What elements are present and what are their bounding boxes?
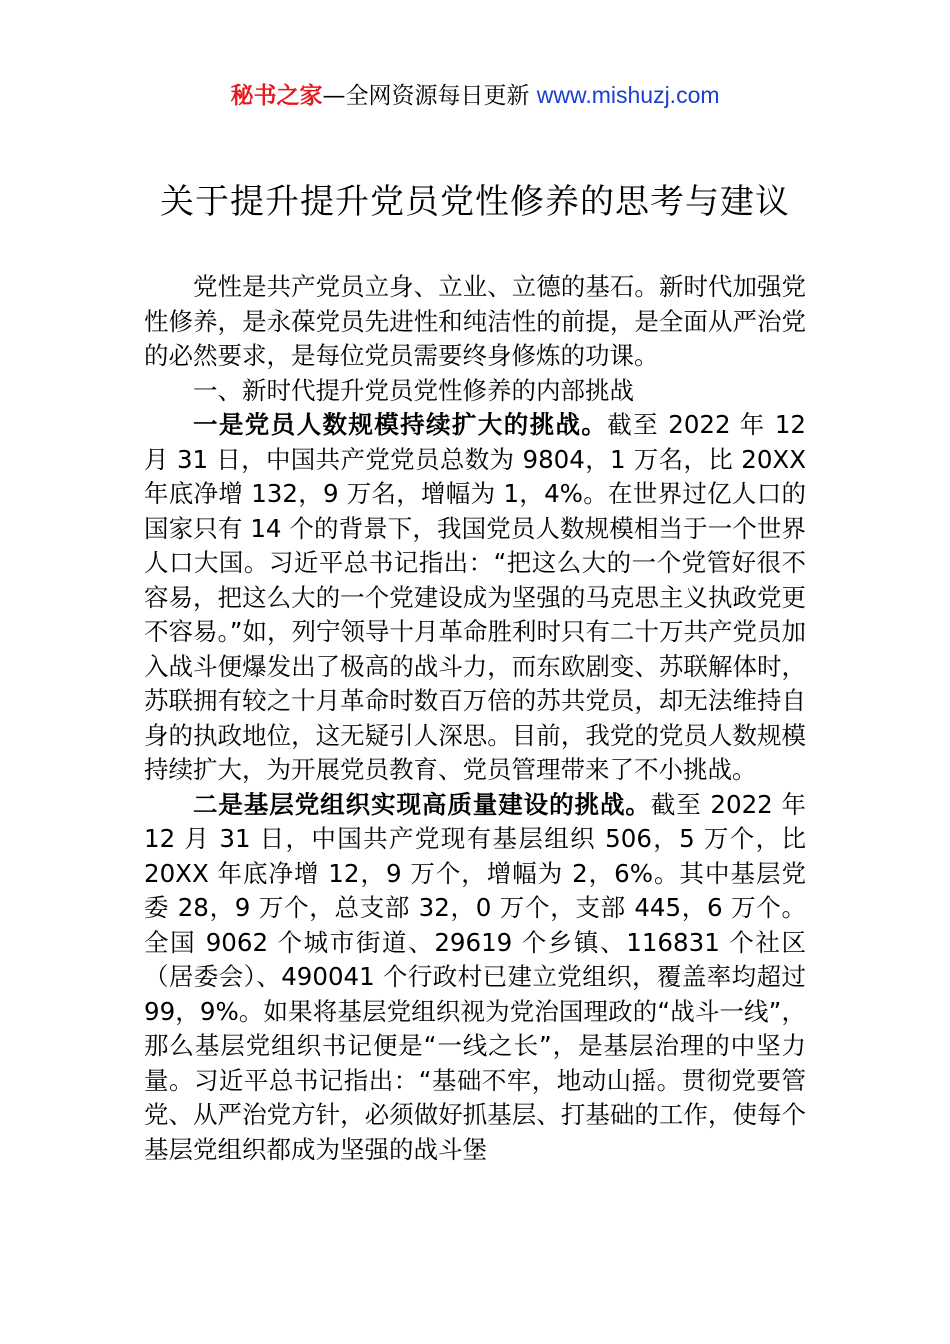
paragraph-1-text: 截至 2022 年 12 月 31 日，中国共产党党员总数为 9804，1 万名，比 20XX 年底净增 132，9 万名，增幅为 1，4%。在世界过亿人口的国家只有 14 个的背景下，我国党员人数规模相当于一个世界人口大国。习近平总书记指出：“把这么大的一个党管好很不容易，把这么大的一个党建设成为坚强的马克思主义执政党更不容易。”如，列宁领导十月革命胜利时只有二十万共产党员加入战斗便爆发出了极高的战斗力，而东欧剧变、苏联解体时，苏联拥有较之十月革命时数百万倍的苏共党员，却无法维持自身的执政地位，这无疑引人深思。目前，我党的党员人数规模持续扩大，为开展党员教育、党员管理带来了不小挑战。 — [144, 410, 807, 784]
document-title: 关于提升提升党员党性修养的思考与建议 — [160, 182, 790, 222]
paragraph-2-text: 截至 2022 年 12 月 31 日，中国共产党现有基层组织 506，5 万个，比 20XX 年底净增 12，9 万个，增幅为 2，6%。其中基层党委 28，9 万个，总支部 32，0 万个，支部 445，6 万个。全国 9062 个城市街道、29619 个乡镇、116831 个社区（居委会）、490041 个行政村已建立党组织，覆盖率均超过 99，9%。如果将基层党组织视为党治国理政的“战斗一线”，那么基层党组织书记便是“一线之长”，是基层治理的中坚力量。习近平总书记指出：“基础不牢，地动山摇。贯彻党要管党、从严治党方针，必须做好抓基层、打基础的工作，使每个基层党组织都成为坚强的战斗堡 — [144, 789, 806, 1164]
paragraph-1 — [144, 408, 806, 788]
paragraph-1-lead: 一是党员人数规模持续扩大的挑战。 — [193, 410, 608, 439]
paragraph-2 — [144, 788, 806, 1168]
paragraph-2-lead: 二是基层党组织实现高质量建设的挑战。 — [193, 789, 651, 819]
brand-name: 秘书之家 — [230, 83, 323, 109]
section-heading: 一、新时代提升党员党性修养的内部挑战 — [193, 375, 634, 405]
header-tagline: —全网资源每日更新 — [322, 83, 537, 109]
document-body — [144, 270, 806, 1167]
site-url-link[interactable]: www.mishuzj.com — [536, 82, 720, 108]
intro-paragraph: 党性是共产党员立身、立业、立德的基石。新时代加强党性修养，是永葆党员先进性和纯洁性的前提，是全面从严治党的必然要求，是每位党员需要终身修炼的功课。 — [144, 272, 806, 370]
site-header — [0, 78, 950, 113]
